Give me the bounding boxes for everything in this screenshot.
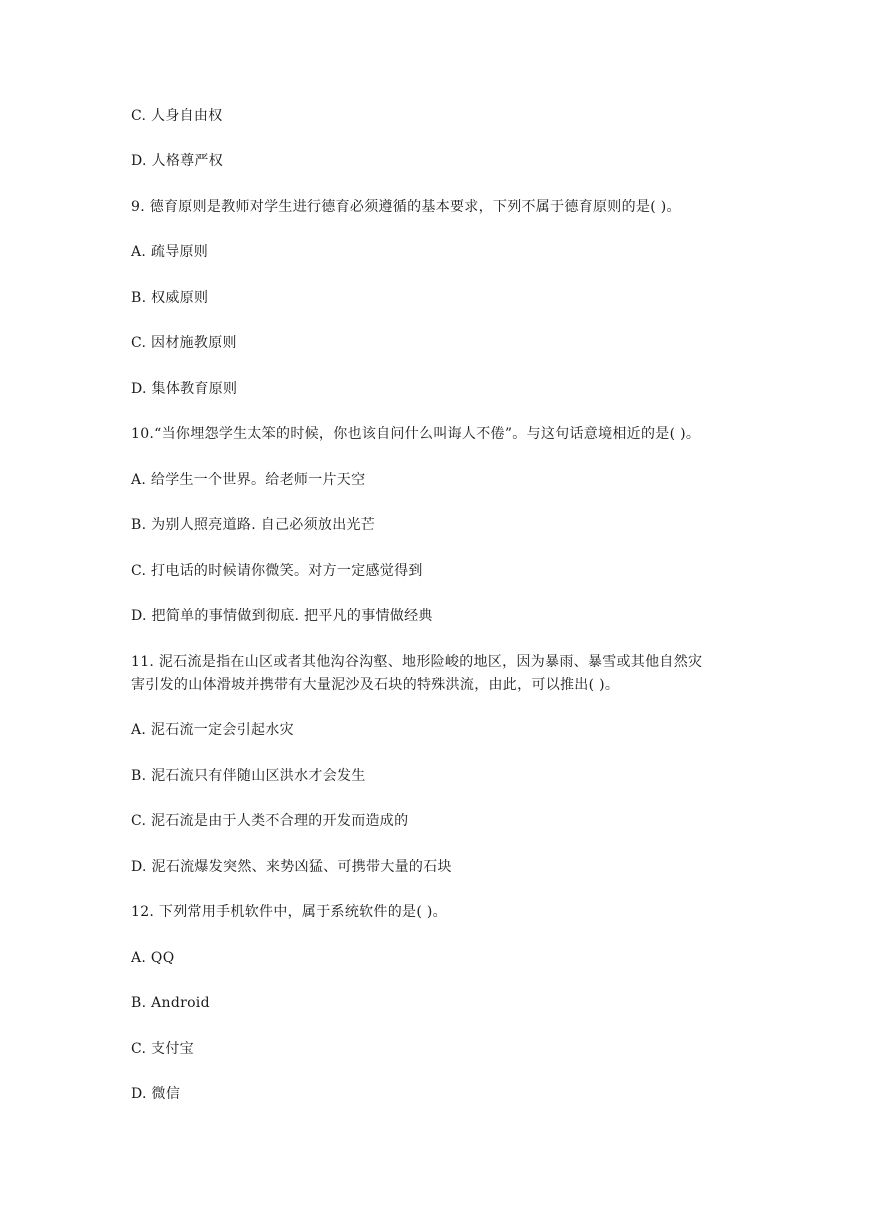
q9-option-b: B. 权威原则	[131, 290, 209, 306]
q11-option-c: C. 泥石流是由于人类不合理的开发而造成的	[131, 813, 409, 829]
q9-option-d: D. 集体教育原则	[131, 381, 238, 397]
q10-option-b: B. 为别人照亮道路. 自己必须放出光芒	[131, 517, 376, 533]
q10-option-a: A. 给学生一个世界。给老师一片天空	[131, 472, 366, 488]
q9-option-c: C. 因材施教原则	[131, 335, 237, 351]
q10-option-d: D. 把简单的事情做到彻底. 把平凡的事情做经典	[131, 608, 433, 624]
q10-option-c: C. 打电话的时候请你微笑。对方一定感觉得到	[131, 563, 423, 579]
q12-option-d: D. 微信	[131, 1086, 181, 1102]
q9-option-a: A. 疏导原则	[131, 244, 209, 260]
q12-option-a: A. QQ	[131, 950, 175, 966]
q11-stem-line2: 害引发的山体滑坡并携带有大量泥沙及石块的特殊洪流，由此，可以推出( )。	[131, 677, 620, 693]
q11-option-b: B. 泥石流只有伴随山区洪水才会发生	[131, 768, 366, 784]
q9-stem: 9. 德育原则是教师对学生进行德育必须遵循的基本要求，下列不属于德育原则的是( )。	[131, 199, 681, 215]
q10-stem: 10.“当你埋怨学生太笨的时候，你也该自问什么叫诲人不倦”。与这句话意境相近的是( )。	[131, 426, 701, 442]
q12-option-c: C. 支付宝	[131, 1041, 194, 1057]
q8-option-d: D. 人格尊严权	[131, 153, 224, 169]
q11-stem-line1: 11. 泥石流是指在山区或者其他沟谷沟壑、地形险峻的地区，因为暴雨、暴雪或其他自然灾	[131, 654, 703, 670]
q12-stem: 12. 下列常用手机软件中，属于系统软件的是( )。	[131, 904, 447, 920]
q8-option-c: C. 人身自由权	[131, 108, 223, 124]
q11-option-a: A. 泥石流一定会引起水灾	[131, 722, 294, 738]
q11-option-d: D. 泥石流爆发突然、来势凶猛、可携带大量的石块	[131, 859, 452, 875]
q12-option-b: B. Android	[131, 995, 210, 1011]
